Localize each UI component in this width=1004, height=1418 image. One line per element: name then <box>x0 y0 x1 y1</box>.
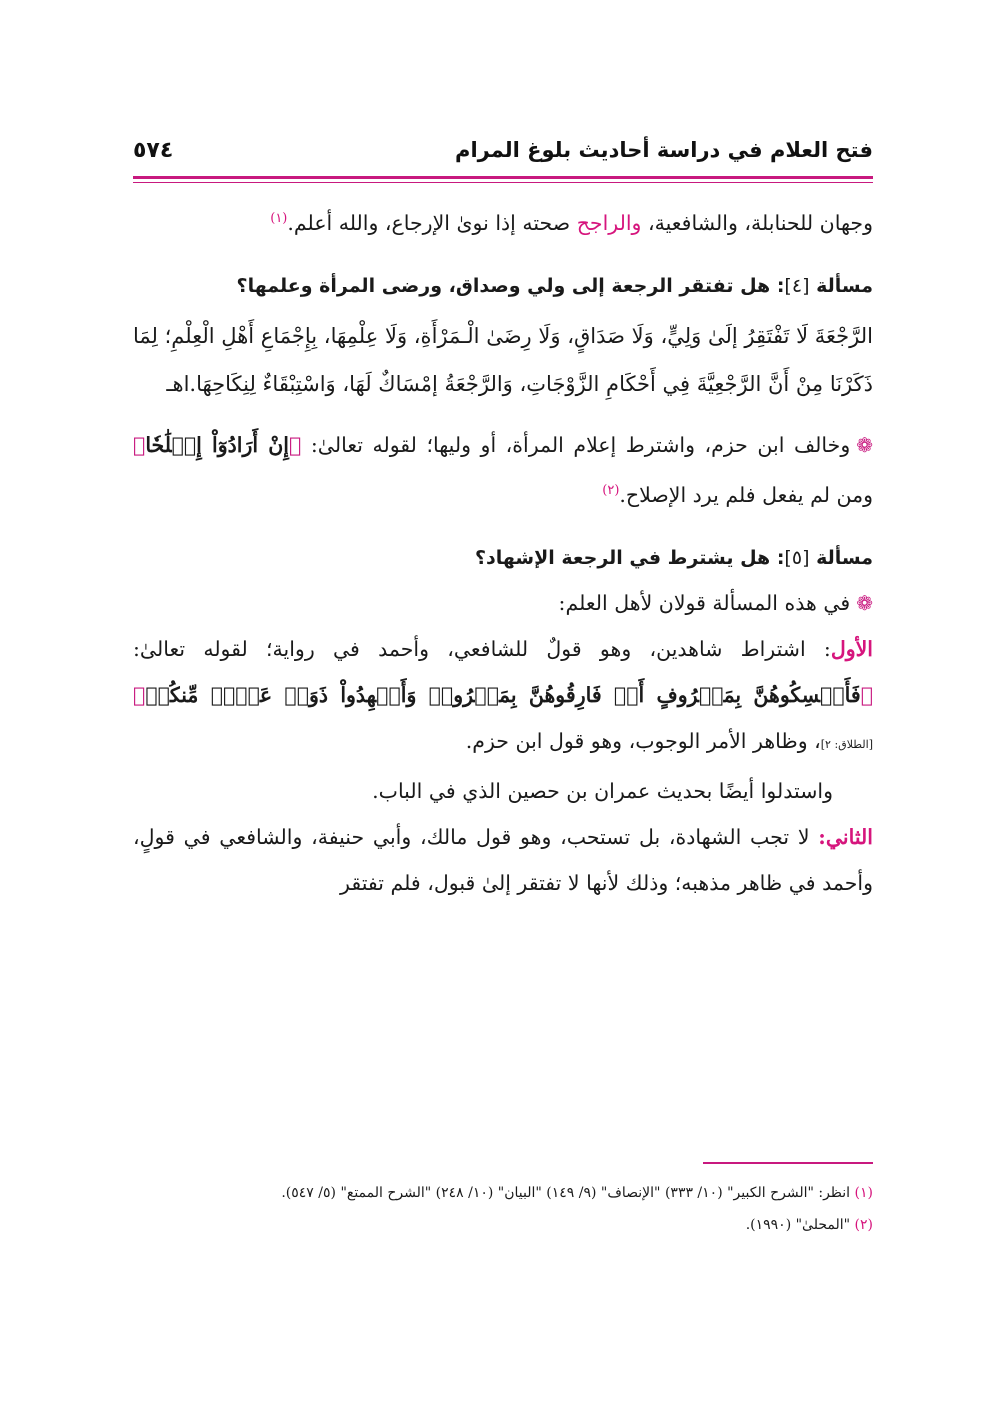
running-title: فتح العلام في دراسة أحاديث بلوغ المرام <box>455 138 873 162</box>
quran-verse: فَأَمۡسِكُوهُنَّ بِمَعۡرُوفٍ أَوۡ فَارِقُوهُنَّ بِمَعۡرُوفٖ وَأَشۡهِدُواْ ذَوَيۡ عَدۡلٖ مِّنكُمۡ <box>145 682 861 707</box>
flower-icon: ❁ <box>856 432 873 457</box>
header-rule-thin <box>133 182 873 183</box>
issue-heading-4: مسألة [٤]: هل تفتقر الرجعة إلى ولي وصداق، ورضى المرأة وعلمها؟ <box>236 274 873 297</box>
footnote-2: (٢) "المحلىٰ" (١٩٩٠). <box>745 1217 873 1233</box>
header-rule-thick <box>133 176 873 179</box>
verse-citation: [الطلاق: ٢] <box>820 737 873 751</box>
issue-heading-5: مسألة [٥]: هل يشترط في الرجعة الإشهاد؟ <box>474 546 873 569</box>
paragraph-ibn-hazm: ❁وخالف ابن حزم، واشترط إعلام المرأة، أو وليها؛ لقوله تعالىٰ: ﴿إِنْ أَرَادُوٓاْ إِصۡلَٰحٗا﴾ ومن لم يفعل فلم يرد الإصلاح.$^{(٢)}$ <box>133 432 873 507</box>
issue-number: [٤] <box>784 274 810 297</box>
paragraph-evidence: واستدلوا أيضًا بحديث عمران بن حصين الذي في الباب. <box>372 778 833 803</box>
footnote-rule <box>703 1162 873 1164</box>
footnote-ref-1[interactable]: (١) <box>270 211 288 226</box>
footnotes <box>133 1180 873 1244</box>
flower-icon: ❁ <box>856 590 873 615</box>
page-number: ٥٧٤ <box>133 137 174 163</box>
label-second: الثاني: <box>818 824 873 849</box>
footnote-ref-2[interactable]: (٢) <box>602 482 620 498</box>
paragraph-two-views: ❁في هذه المسألة قولان لأهل العلم: <box>558 590 873 615</box>
page-body <box>133 196 873 906</box>
label-first: الأول <box>830 636 873 661</box>
footnote-1: (١) انظر: "الشرح الكبير" (١٠/ ٣٣٣) "الإنصاف" (٩/ ١٤٩) "البيان" (١٠/ ٢٤٨) "الشرح الممتع" (٥/ ٥٤٧). <box>281 1185 873 1201</box>
issue-number: [٥] <box>784 546 810 569</box>
paragraph-opening: وجهان للحنابلة، والشافعية، والراجح صحته إذا نوىٰ الإرجاع، والله أعلم.$^{(١)}$ <box>270 210 873 235</box>
quran-verse: إِنْ أَرَادُوٓاْ إِصۡلَٰحٗا <box>145 432 289 457</box>
page-header <box>133 130 873 170</box>
highlight-preferred: والراجح <box>576 210 642 235</box>
paragraph-second-view: الثاني: لا تجب الشهادة، بل تستحب، وهو قول مالك، وأبي حنيفة، والشافعي في قولٍ، وأحمد في ظاهر مذهبه؛ وذلك لأنها لا تفتقر إلىٰ قبول، فلم تفتقر <box>133 824 873 895</box>
paragraph-first-view: الأول: اشتراط شاهدين، وهو قولٌ للشافعي، وأحمد في رواية؛ لقوله تعالىٰ: ﴿فَأَمۡسِكُوهُنَّ بِمَعۡرُوفٍ أَوۡ فَارِقُوهُنَّ بِمَعۡرُوفٖ وَأَشۡهِدُواْ ذَوَيۡ عَدۡلٖ مِّنكُمۡ﴾ [الطلاق: ٢]، وظاهر الأمر الوجوب، وهو قول ابن حزم. <box>133 636 873 753</box>
book-page <box>133 112 873 1332</box>
quoted-text: الرَّجْعَةَ لَا تَفْتَقِرُ إلَىٰ وَلِيٍّ، وَلَا صَدَاقٍ، وَلَا رِضَىٰ الْـمَرْأَةِ، وَلَا عِلْمِهَا، بِإِجْمَاعِ أَهْلِ الْعِلْمِ؛ لِمَا ذَكَرْنَا مِنْ أَنَّ الرَّجْعِيَّةَ فِي أَحْكَامِ الزَّوْجَاتِ، وَالرَّجْعَةُ إمْسَاكٌ لَهَا، وَاسْتِبْقَاءٌ لِنِكَاحِهَا.اهـ <box>133 323 873 396</box>
